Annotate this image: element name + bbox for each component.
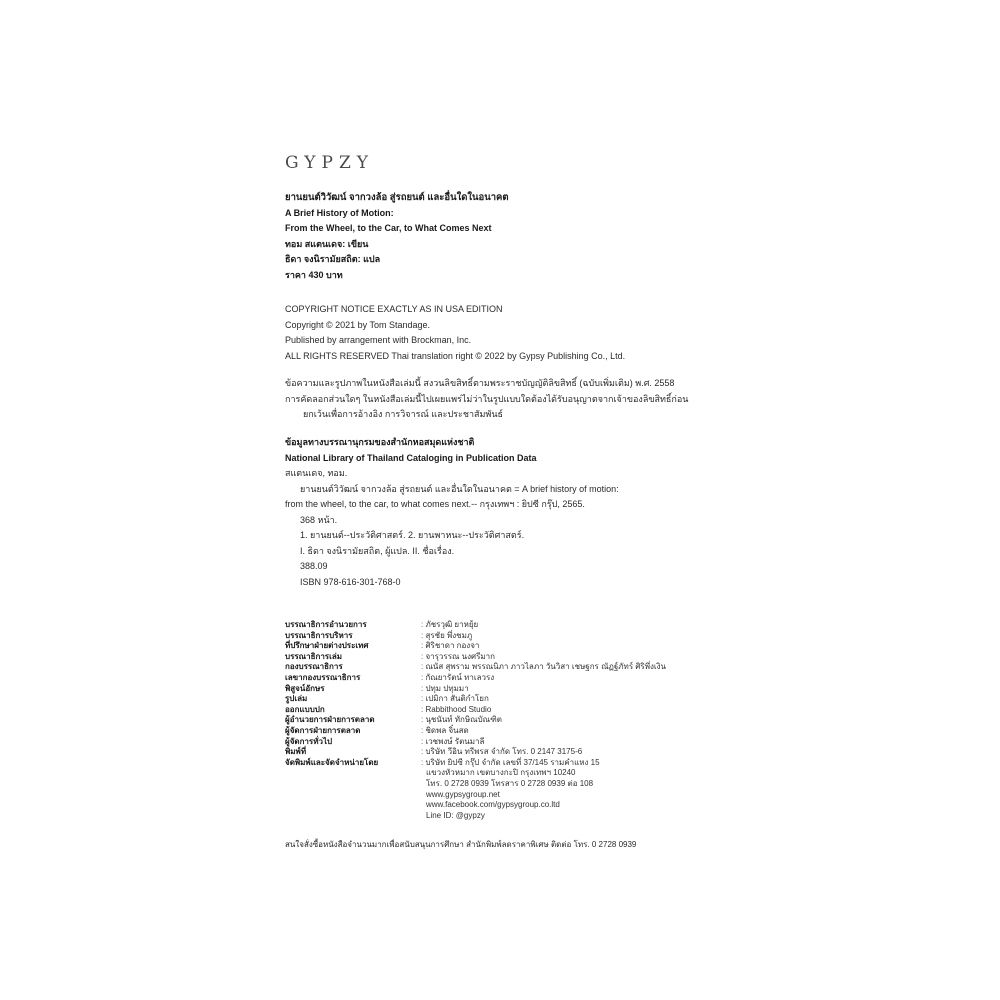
credit-value: : นุชนันท์ ทักษิณบัณฑิต (421, 715, 502, 726)
credit-row (285, 705, 666, 716)
credit-value: : ชิดพล จิ๋นสด (421, 726, 469, 737)
title-block (285, 190, 509, 283)
credit-role: พิสูจน์อักษร (285, 683, 325, 693)
author-credit: ทอม สแตนเดจ: เขียน (285, 238, 369, 249)
credit-role: เลขากองบรรณาธิการ (285, 672, 361, 682)
bulk-order-note: สนใจสั่งซื้อหนังสือจำนวนมากเพื่อสนับสนุนการศึกษา สำนักพิมพ์ลดราคาพิเศษ ติดต่อ โทร. 0 2728 0939 (285, 840, 637, 849)
credit-value: : บริษัท วีอิน ทรีพรส จำกัด โทร. 0 2147 3175-6 (421, 747, 582, 758)
credit-row (285, 747, 666, 758)
credit-row (285, 673, 666, 684)
credit-value: : ศิริชาดา กองจา (421, 641, 479, 652)
credit-row (285, 652, 666, 663)
credit-row (285, 758, 666, 769)
cip-author: สแตนเดจ, ทอม. (285, 468, 348, 478)
copyright-line-2: Copyright © 2021 by Tom Standage. (285, 319, 431, 330)
cip-heading-en: National Library of Thailand Cataloging in Publication Data (285, 452, 537, 463)
credit-row (285, 726, 666, 737)
publisher-phone: โทร. 0 2728 0939 โทรสาร 0 2728 0939 ต่อ 108 (426, 778, 594, 788)
credit-role: บรรณาธิการบริหาร (285, 630, 353, 640)
credit-row (285, 620, 666, 631)
rights-line-1: ข้อความและรูปภาพในหนังสือเล่มนี้ สงวนลิขสิทธิ์ตามพระราชบัญญัติลิขสิทธิ์ (ฉบับเพิ่มเติม) พ.ศ. 2558 (285, 378, 675, 388)
credit-value: : เวชพงษ์ รัตนมาลี (421, 737, 484, 748)
credit-row (285, 811, 666, 822)
cip-title-line-2: from the wheel, to the car, to what comes next.-- กรุงเทพฯ : ยิปซี กรุ๊ป, 2565. (285, 499, 585, 509)
credit-row (285, 715, 666, 726)
credit-row (285, 737, 666, 748)
cip-isbn: ISBN 978-616-301-768-0 (300, 576, 401, 587)
translator-credit: ธิดา จงนิรามัยสถิต: แปล (285, 254, 381, 264)
credit-value: : ณนัส สุพราม พรรณนิภา ภาวไลภา วันวิสา เชษฐกร ณัฏฐ์ภัทร์ ศิริพึ่งเงิน (421, 662, 666, 673)
thai-title: ยานยนต์วิวัฒน์ จากวงล้อ สู่รถยนต์ และอื่นใดในอนาคต (285, 192, 509, 203)
publisher-address-line-2: แขวงหัวหมาก เขตบางกะปิ กรุงเทพฯ 10240 (426, 768, 576, 778)
copyright-line-3: Published by arrangement with Brockman, Inc. (285, 335, 472, 345)
cip-pages: 368 หน้า. (300, 514, 338, 525)
copyright-line-4: ALL RIGHTS RESERVED Thai translation right © 2022 by Gypsy Publishing Co., Ltd. (285, 350, 626, 361)
credit-value: : ภัชรวุฒิ ยาหยุ้ย (421, 620, 478, 631)
copyright-block (285, 302, 625, 364)
credit-role: ออกแบบปก (285, 704, 325, 714)
cip-subjects: 1. ยานยนต์--ประวัติศาสตร์. 2. ยานพาหนะ--ประวัติศาสตร์. (300, 530, 525, 540)
credit-role: ที่ปรึกษาฝ่ายต่างประเทศ (285, 641, 369, 651)
publisher-logo: GYPZY (285, 153, 374, 173)
publisher-line-id: Line ID: @gypzy (426, 810, 485, 820)
english-title-line-2: From the Wheel, to the Car, to What Comes Next (285, 223, 492, 233)
rights-line-3: ยกเว้นเพื่อการอ้างอิง การวิจารณ์ และประชาสัมพันธ์ (303, 409, 504, 419)
credit-role: จัดพิมพ์และจัดจำหน่ายโดย (285, 757, 379, 767)
publisher-website: www.gypsygroup.net (426, 789, 500, 799)
credit-row (285, 684, 666, 695)
credit-role: รูปเล่ม (285, 694, 308, 704)
copyright-line-1: COPYRIGHT NOTICE EXACTLY AS IN USA EDITION (285, 304, 503, 314)
credit-row (285, 790, 666, 801)
publisher-facebook: www.facebook.com/gypsygroup.co.ltd (426, 800, 560, 810)
credit-row (285, 800, 666, 811)
english-title-line-1: A Brief History of Motion: (285, 207, 394, 218)
credit-role: ผู้จัดการทั่วไป (285, 736, 333, 746)
credit-value: : Rabbithood Studio (421, 705, 491, 716)
credit-value: : เปมิกา สันติกำโยก (421, 694, 489, 705)
credit-value: : จารุวรรณ นงศรีมาก (421, 652, 495, 663)
rights-line-2: การคัดลอกส่วนใดๆ ในหนังสือเล่มนี้ไปเผยแพร่ไม่ว่าในรูปแบบใดต้องได้รับอนุญาตจากเจ้าของลิขสิทธิ์ก่อน (285, 393, 689, 404)
cip-classification: 388.09 (300, 561, 328, 571)
rights-notice (285, 376, 688, 423)
credit-row (285, 662, 666, 673)
credit-role: บรรณาธิการอำนวยการ (285, 620, 367, 629)
credit-role: กองบรรณาธิการ (285, 662, 343, 672)
credit-row (285, 641, 666, 652)
credit-role: พิมพ์ที่ (285, 747, 307, 757)
credit-row (285, 631, 666, 642)
cip-block (285, 435, 619, 590)
credit-role: ผู้อำนวยการฝ่ายการตลาด (285, 715, 375, 725)
cip-added-entries: I. ธิดา จงนิรามัยสถิต, ผู้แปล. II. ชื่อเรื่อง. (300, 545, 455, 556)
price: ราคา 430 บาท (285, 269, 343, 280)
credit-value: : บริษัท ยิปซี กรุ๊ป จำกัด เลขที่ 37/145 รามคำแหง 15 (421, 758, 600, 769)
cip-heading-thai: ข้อมูลทางบรรณานุกรมของสำนักหอสมุดแห่งชาติ (285, 437, 475, 447)
credit-value: : ปทุม ปทุมมา (421, 684, 469, 695)
credit-row (285, 694, 666, 705)
credit-role: ผู้จัดการฝ่ายการตลาด (285, 725, 361, 735)
credit-value: : สุรชัย พึ่งชมภู (421, 631, 472, 642)
credit-row (285, 768, 666, 779)
credits-list (285, 620, 666, 821)
credit-value: : กัณยารัตน์ ทาเลวรง (421, 673, 494, 684)
credit-row (285, 779, 666, 790)
cip-title-line-1: ยานยนต์วิวัฒน์ จากวงล้อ สู่รถยนต์ และอื่นใดในอนาคต = A brief history of motion: (300, 483, 619, 494)
credit-role: บรรณาธิการเล่ม (285, 651, 343, 661)
